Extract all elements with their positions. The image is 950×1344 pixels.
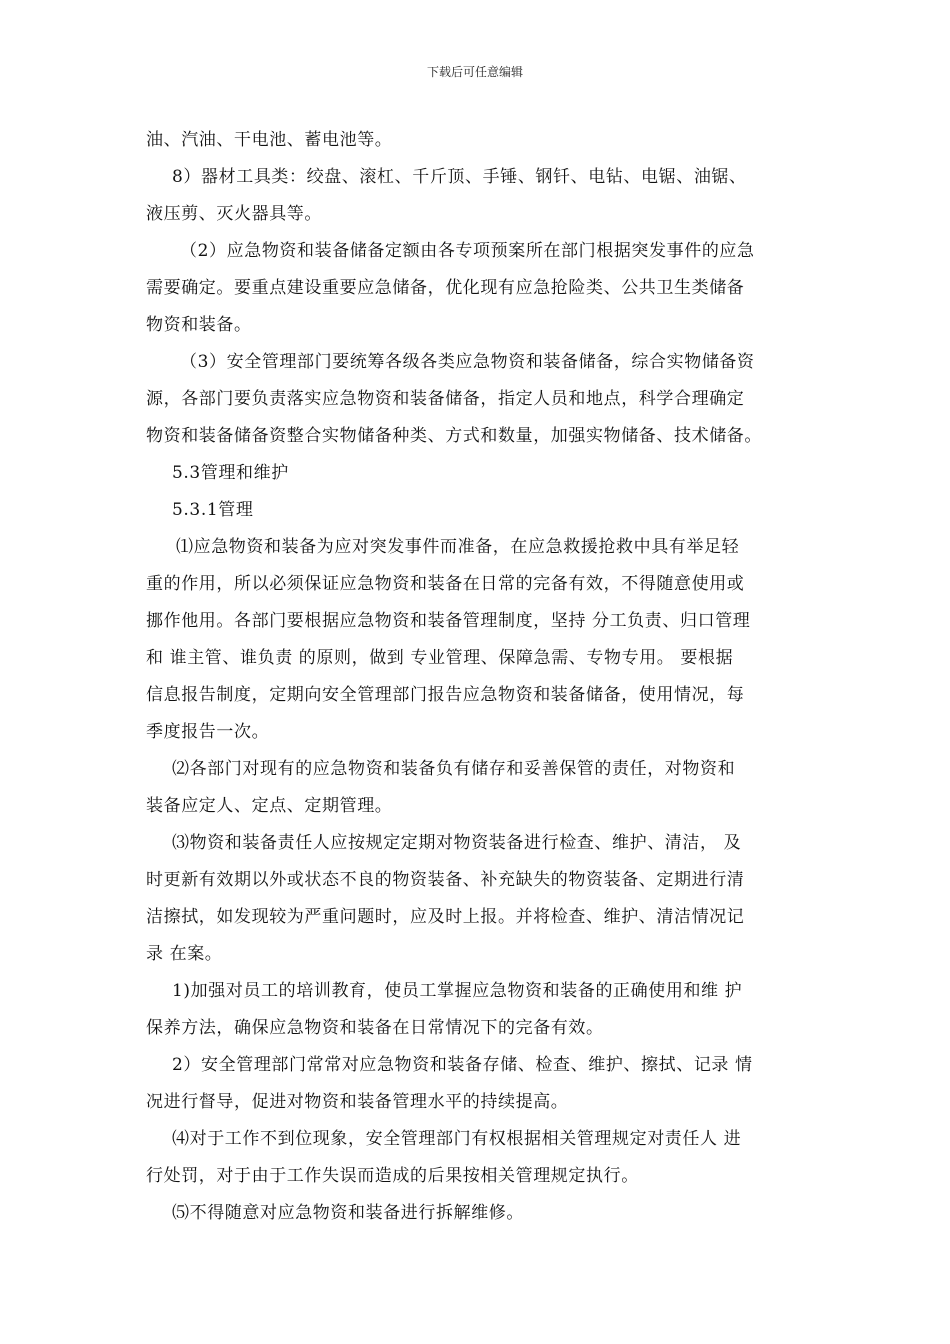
text-line: 行处罚，对于由于工作失误而造成的后果按相关管理规定执行。: [146, 1166, 639, 1186]
document-body: [146, 122, 810, 1232]
page-header: 下载后可任意编辑: [426, 65, 523, 79]
text-line: 1)加强对员工的培训教育，使员工掌握应急物资和装备的正确使用和维 护: [172, 981, 743, 1001]
text-line: 2）安全管理部门常常对应急物资和装备存储、检查、维护、擦拭、记录 情: [172, 1055, 753, 1075]
text-line: 5.3管理和维护: [172, 463, 289, 483]
text-line: ⑴应急物资和装备为应对突发事件而准备，在应急救援抢救中具有举足轻: [176, 537, 740, 557]
text-line: 况进行督导，促进对物资和装备管理水平的持续提高。: [146, 1092, 569, 1112]
text-line: 挪作他用。各部门要根据应急物资和装备管理制度，坚持 分工负责、归口管理: [146, 611, 751, 631]
text-line: 物资和装备。: [146, 315, 252, 335]
text-line: 液压剪、灭火器具等。: [146, 204, 322, 224]
text-line: 时更新有效期以外或状态不良的物资装备、补充缺失的物资装备、定期进行清: [146, 870, 745, 890]
text-line: 保养方法，确保应急物资和装备在日常情况下的完备有效。: [146, 1018, 604, 1038]
text-line: 装备应定人、定点、定期管理。: [146, 796, 393, 816]
text-line: 8）器材工具类：绞盘、滚杠、千斤顶、手锤、钢钎、电钻、电锯、油锯、: [172, 167, 747, 187]
text-line: 源，各部门要负责落实应急物资和装备储备，指定人员和地点，科学合理确定: [146, 389, 745, 409]
text-line: 和 谁主管、谁负责 的原则，做到 专业管理、保障急需、专物专用。 要根据: [146, 648, 734, 668]
text-line: 季度报告一次。: [146, 722, 270, 742]
text-line: 重的作用，所以必须保证应急物资和装备在日常的完备有效，不得随意使用或: [146, 574, 745, 594]
text-line: ⑶物资和装备责任人应按规定定期对物资装备进行检查、维护、清洁， 及: [172, 833, 742, 853]
text-line: 油、汽油、干电池、蓄电池等。: [146, 130, 393, 150]
text-line: 录 在案。: [146, 944, 223, 964]
text-line: 物资和装备储备资整合实物储备种类、方式和数量，加强实物储备、技术储备。: [146, 426, 762, 446]
text-line: 需要确定。要重点建设重要应急储备，优化现有应急抢险类、公共卫生类储备: [146, 278, 745, 298]
text-line: ⑸不得随意对应急物资和装备进行拆解维修。: [172, 1203, 524, 1223]
text-line: 洁擦拭，如发现较为严重问题时，应及时上报。并将检查、维护、清洁情况记: [146, 907, 745, 927]
text-line: ⑷对于工作不到位现象，安全管理部门有权根据相关管理规定对责任人 进: [172, 1129, 742, 1149]
text-line: （2）应急物资和装备储备定额由各专项预案所在部门根据突发事件的应急: [180, 241, 755, 261]
text-line: 5.3.1管理: [172, 500, 254, 520]
text-line: ⑵各部门对现有的应急物资和装备负有储存和妥善保管的责任，对物资和: [172, 759, 736, 779]
text-line: （3）安全管理部门要统筹各级各类应急物资和装备储备，综合实物储备资: [180, 352, 755, 372]
text-line: 信息报告制度，定期向安全管理部门报告应急物资和装备储备，使用情况，每: [146, 685, 745, 705]
